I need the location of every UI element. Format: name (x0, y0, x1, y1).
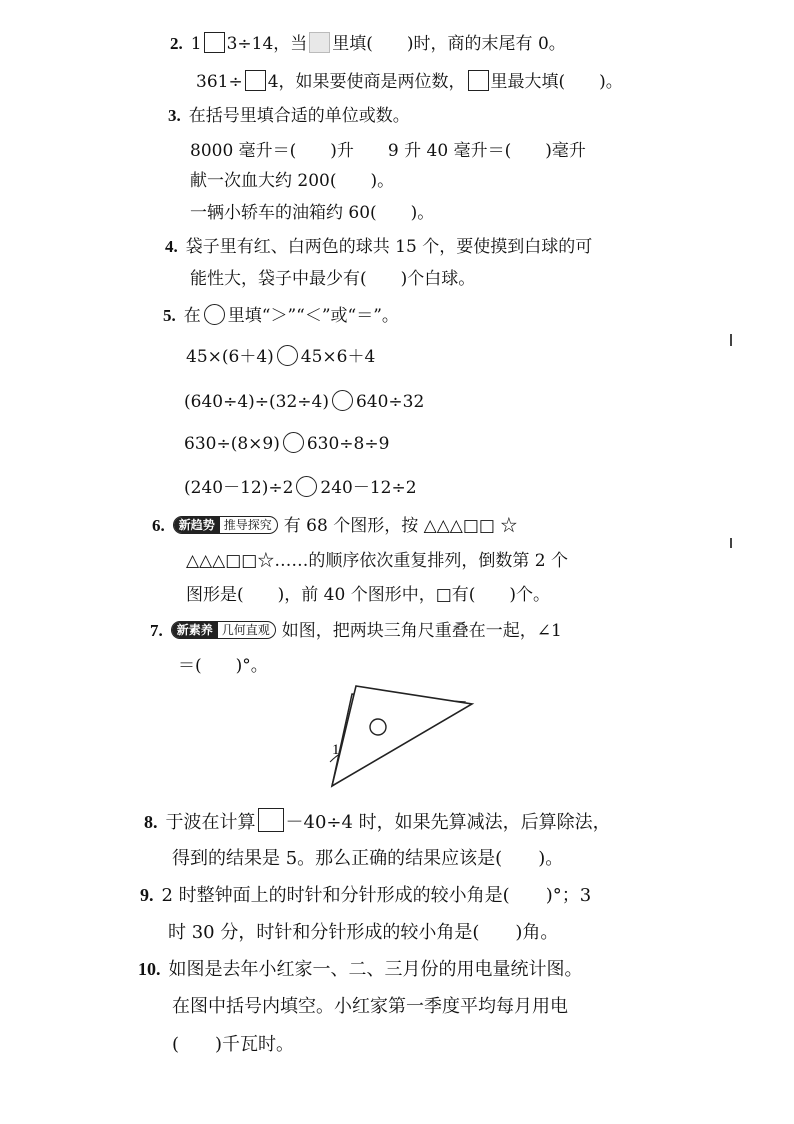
q6-badge-dark: 新趋势 (174, 517, 220, 533)
q2-number: 2. (170, 34, 183, 53)
q10-line3: ( )千瓦时。 (172, 1034, 295, 1055)
q5-number: 5. (163, 306, 176, 325)
q8-text: 于波在计算 (165, 812, 256, 833)
q9-line1 (140, 884, 591, 907)
q5-answer-circle[interactable] (283, 432, 304, 453)
q2-text: 里填( )时，商的末尾有 0。 (332, 34, 566, 54)
q10-line2: 在图中括号内填空。小红家第一季度平均每月用电 (172, 996, 568, 1017)
q7-line1 (150, 620, 562, 642)
q3-line3: 一辆小轿车的油箱约 60( )。 (190, 203, 435, 223)
q7-badge-dark: 新素养 (172, 622, 218, 638)
q5-title (163, 304, 399, 327)
q6-line1 (152, 515, 517, 537)
q4-number: 4. (165, 237, 178, 256)
q5-answer-circle[interactable] (277, 345, 298, 366)
front-ruler-triangle (332, 686, 472, 786)
q9-number: 9. (140, 885, 154, 905)
q5-row-right: 240－12÷2 (320, 478, 417, 498)
q5-text: 里填“＞”“＜”或“＝”。 (227, 306, 399, 326)
q2-line2 (196, 70, 623, 93)
q2-line1 (170, 32, 566, 55)
q6-text: 有 68 个图形，按 △△△□□ ☆ (283, 516, 518, 536)
q5-row-right: 45×6＋4 (300, 347, 376, 367)
q2-blank-box-2[interactable] (245, 70, 266, 91)
q7-number: 7. (150, 621, 163, 640)
q5-row-right: 640÷32 (355, 392, 425, 412)
triangle-rulers-figure (320, 682, 480, 792)
q2-shaded-box (309, 32, 330, 53)
q5-row-left: 630÷(8×9) (184, 434, 280, 454)
q8-text: －40÷4 时，如果先算减法，后算除法， (285, 812, 611, 833)
q4-line2: 能性大，袋子中最少有( )个白球。 (190, 269, 476, 289)
q5-row-left: 45×(6＋4) (186, 347, 274, 367)
q5-row (184, 476, 417, 499)
q5-row-left: (640÷4)÷(32÷4) (184, 392, 329, 412)
q2-text: 361÷ (196, 72, 243, 92)
q9-text: 2 时整钟面上的时针和分针形成的较小角是( )°；3 (161, 885, 592, 906)
q5-answer-circle[interactable] (332, 390, 353, 411)
q2-text: 1 (190, 34, 202, 54)
q2-text: 4，如果要使商是两位数， (267, 72, 466, 92)
q5-text: 在 (183, 306, 201, 326)
q8-line1 (144, 808, 611, 834)
q4-line1 (165, 236, 592, 258)
q2-text: 里最大填( )。 (490, 72, 623, 92)
q10-number: 10. (138, 959, 161, 979)
q10-text: 如图是去年小红家一、二、三月份的用电量统计图。 (168, 959, 583, 980)
q6-line3: 图形是( )，前 40 个图形中，□有( )个。 (186, 585, 551, 605)
scan-mark (730, 334, 732, 346)
q6-number: 6. (152, 516, 165, 535)
q5-row (186, 345, 375, 368)
q3-text: 在括号里填合适的单位或数。 (188, 106, 410, 126)
q3-line2: 献一次血大约 200( )。 (190, 171, 395, 191)
q7-tag-badge (171, 621, 276, 639)
q5-circle-icon (204, 304, 225, 325)
q10-line1 (138, 958, 583, 981)
q8-blank-box[interactable] (258, 808, 284, 832)
q8-number: 8. (144, 812, 158, 832)
q3-number: 3. (168, 106, 181, 125)
q6-line2: △△△□□☆……的顺序依次重复排列，倒数第 2 个 (186, 551, 568, 571)
q4-text: 袋子里有红、白两色的球共 15 个，要使摸到白球的可 (185, 237, 593, 257)
q3-title (168, 105, 410, 127)
q5-answer-circle[interactable] (296, 476, 317, 497)
q7-text: 如图，把两块三角尺重叠在一起，∠1 (281, 621, 562, 641)
q6-tag-badge (173, 516, 278, 534)
q8-line2: 得到的结果是 5。那么正确的结果应该是( )。 (172, 848, 564, 869)
q5-row (184, 390, 424, 413)
q5-row (184, 432, 389, 455)
scan-mark (730, 538, 732, 548)
q2-blank-box[interactable] (204, 32, 225, 53)
q3-line1: 8000 毫升＝( )升 9 升 40 毫升＝( )毫升 (190, 141, 586, 161)
q5-row-right: 630÷8÷9 (306, 434, 390, 454)
q2-blank-box-3[interactable] (468, 70, 489, 91)
q6-badge-light: 推导探究 (223, 518, 272, 532)
q5-row-left: (240－12)÷2 (184, 478, 294, 498)
q7-line2: ＝( )°。 (178, 656, 268, 676)
q9-line2: 时 30 分，时针和分针形成的较小角是( )角。 (168, 922, 559, 943)
q7-badge-light: 几何直观 (221, 623, 270, 637)
angle-label: 1 (332, 742, 340, 758)
q2-text: 3÷14，当 (226, 34, 308, 54)
